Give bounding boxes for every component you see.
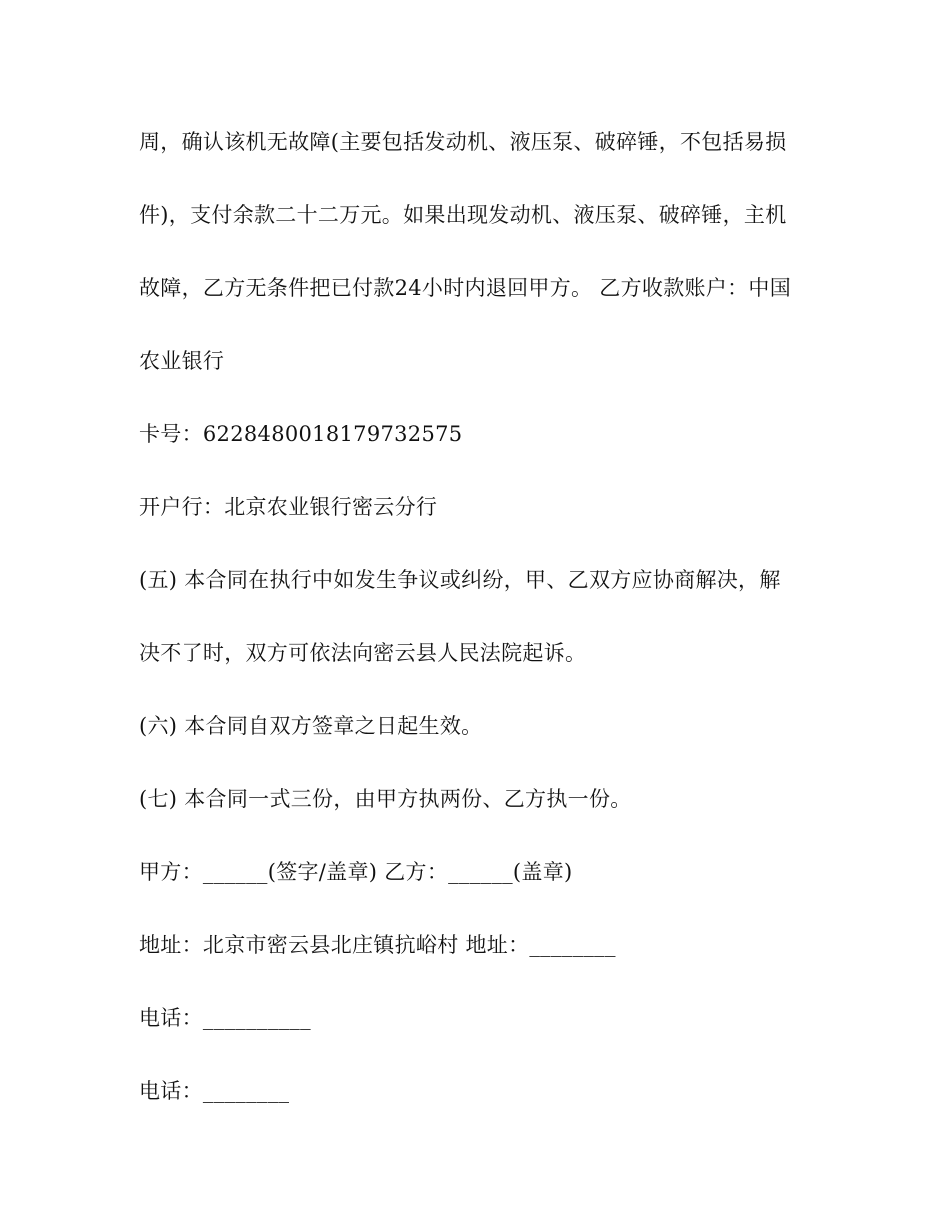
card-number-line: 卡号：6228480018179732575 — [139, 422, 463, 446]
clause-five-continued-line: 决不了时，双方可依法向密云县人民法院起诉。 — [139, 641, 587, 665]
address-line: 地址：北京市密云县北庄镇抗峪村 地址：________ — [139, 933, 616, 957]
phone-line: 电话：________ — [139, 1079, 290, 1103]
clause-seven-line: (七) 本合同一式三份，由甲方执两份、乙方执一份。 — [139, 787, 632, 811]
bank-branch-line: 开户行：北京农业银行密云分行 — [139, 495, 438, 519]
clause-five-line: (五) 本合同在执行中如发生争议或纠纷，甲、乙双方应协商解决，解 — [139, 568, 781, 592]
paragraph-line: 件)，支付余款二十二万元。如果出现发动机、液压泵、破碎锤，主机 — [139, 203, 787, 227]
paragraph-line: 周，确认该机无故障(主要包括发动机、液压泵、破碎锤，不包括易损 — [139, 130, 787, 154]
phone-line: 电话：__________ — [139, 1006, 311, 1030]
paragraph-line: 故障，乙方无条件把已付款24小时内退回甲方。 乙方收款账户：中国 — [139, 276, 791, 300]
clause-six-line: (六) 本合同自双方签章之日起生效。 — [139, 714, 483, 738]
signature-line: 甲方：______(签字/盖章) 乙方：______(盖章) — [139, 860, 573, 884]
paragraph-line: 农业银行 — [139, 349, 225, 373]
